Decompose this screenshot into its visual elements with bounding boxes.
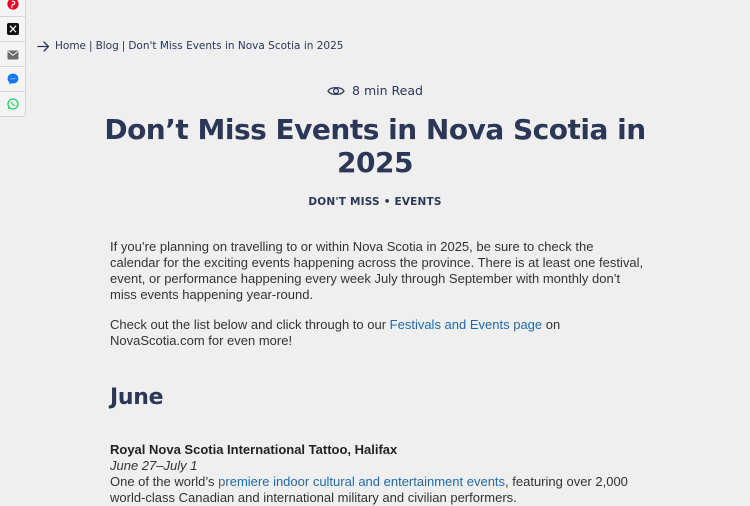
category-events-link[interactable]: EVENTS: [394, 196, 442, 208]
page-title: Don’t Miss Events in Nova Scotia in 2025: [104, 113, 646, 179]
intro-paragraph: If you’re planning on travelling to or within Nova Scotia in 2025, be sure to check the calendar for the exciting events happening across the province. There is at least one festival, event, or performance happening every week July through September with monthly don’t miss events happening year-round.: [110, 239, 644, 302]
share-pinterest-button[interactable]: [0, 0, 25, 16]
festivals-text-before: Check out the list below and click through to our: [110, 317, 390, 332]
read-time-label: 8 min Read: [352, 83, 423, 98]
event-desc-after: , featuring over 2,000 world-class Canadian and international military and civilian performers.: [110, 474, 628, 505]
breadcrumb-home-link[interactable]: Home: [55, 40, 87, 52]
breadcrumb-separator: |: [121, 40, 126, 52]
breadcrumb-blog-link[interactable]: Blog: [95, 40, 119, 52]
category-separator: •: [383, 196, 391, 208]
event-title: Royal Nova Scotia International Tattoo, Halifax: [110, 442, 398, 457]
event-description: [110, 474, 645, 506]
share-email-button[interactable]: [0, 41, 25, 66]
category-dont-miss-link[interactable]: DON'T MISS: [308, 196, 380, 208]
category-links: [0, 196, 750, 208]
arrow-right-icon: [37, 41, 50, 52]
event-desc-before: One of the world’s: [110, 474, 219, 489]
festivals-text-after: on NovaScotia.com for even more!: [110, 317, 561, 348]
social-share-bar: [0, 0, 26, 117]
breadcrumb-current: Don't Miss Events in Nova Scotia in 2025: [128, 40, 344, 52]
festivals-paragraph: [110, 317, 645, 349]
breadcrumb-separator: |: [89, 40, 93, 52]
pinterest-icon: [7, 0, 19, 14]
share-x-button[interactable]: [0, 16, 25, 41]
event-date: June 27–July 1: [110, 458, 198, 473]
breadcrumb: [37, 40, 343, 52]
read-time: [0, 83, 750, 98]
event-item: [110, 442, 645, 506]
article-body: [110, 239, 645, 506]
x-icon: [7, 20, 19, 39]
email-icon: [7, 45, 19, 64]
section-heading-june: June: [110, 385, 164, 410]
event-link[interactable]: premiere indoor cultural and entertainment events: [218, 474, 506, 489]
eye-icon: [327, 85, 352, 97]
festivals-events-link[interactable]: Festivals and Events page: [389, 317, 543, 332]
